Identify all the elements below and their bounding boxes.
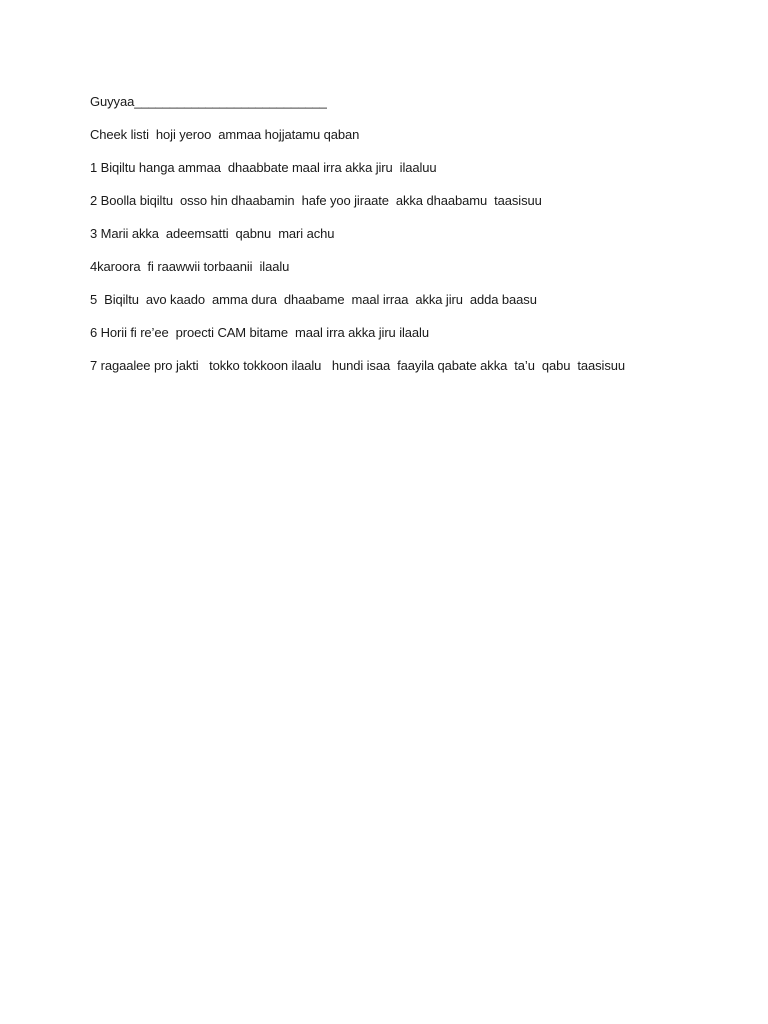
document-body [90, 93, 730, 390]
checklist-heading: Cheek listi hoji yeroo ammaa hojjatamu qaban [90, 127, 360, 142]
checklist-item-5: 5 Biqiltu avo kaado amma dura dhaabame maal irraa akka jiru adda baasu [90, 292, 537, 307]
checklist-item-3: 3 Marii akka adeemsatti qabnu mari achu [90, 226, 335, 241]
checklist-item-4: 4karoora fi raawwii torbaanii ilaalu [90, 259, 290, 274]
checklist-item-1: 1 Biqiltu hanga ammaa dhaabbate maal irra akka jiru ilaaluu [90, 160, 437, 175]
date-line: Guyyaa___________________________ [90, 94, 327, 109]
checklist-item-6: 6 Horii fi re’ee proecti CAM bitame maal irra akka jiru ilaalu [90, 325, 429, 340]
checklist-item-2: 2 Boolla biqiltu osso hin dhaabamin hafe yoo jiraate akka dhaabamu taasisuu [90, 193, 542, 208]
checklist-item-7: 7 ragaalee pro jakti tokko tokkoon ilaalu hundi isaa faayila qabate akka ta’u qabu taasisuu [90, 358, 626, 373]
